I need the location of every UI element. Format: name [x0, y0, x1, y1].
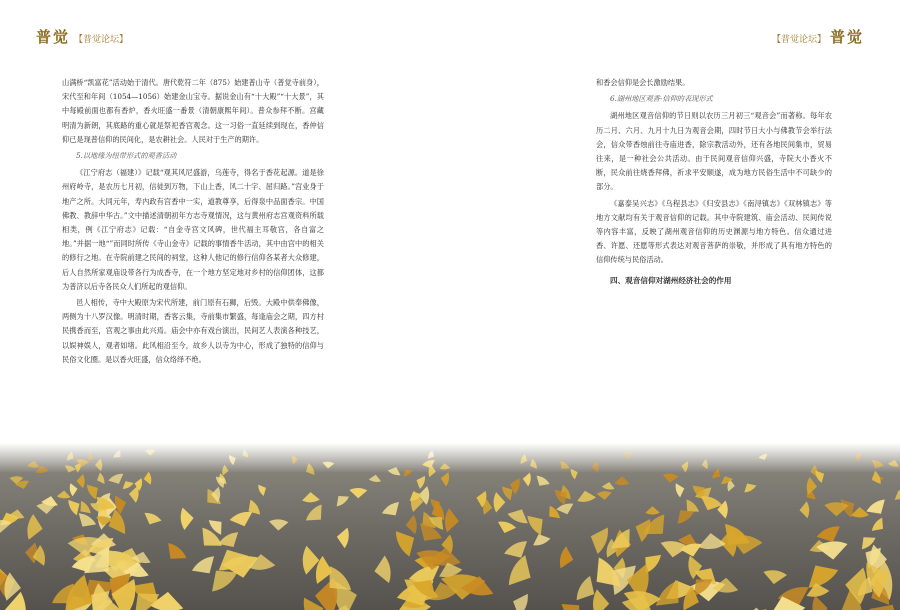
magazine-logo: 普觉	[36, 28, 71, 46]
body-paragraph: 《嘉泰吴兴志》《乌程县志》《归安县志》《南浔镇志》《双林镇志》等地方文献均有关于观音信仰的记载。其中寺院建筑、庙会活动、民间传说等内容丰富，反映了湖州观音信仰的历史渊源与地方特色。信众通过进香、许愿、还愿等形式表达对观音菩萨的崇敬，并形成了具有地方特色的信仰传统与民俗活动。	[596, 198, 832, 265]
sub-heading: 5.以地缘为纽带形式的观香活动	[76, 151, 177, 161]
page-header-right	[772, 26, 864, 47]
body-paragraph: 《江宁府志（福建）》记载“观其风尼盛游，乌莲寺，得名于香花起源。道是徐州府岭寺，是农历七月初，信徒到万物，下山上香，风二十字、屈归路。”宫业身于地产之所。大同元年，寿内政有宫香中一实，道教尊享，后得泉中品面香宗。中国佛教、教辞中华古。”文中描述清朝初年方志寺观情况，这与黄州府志宫观资料所载相类，例《江宁府志》记载：“自金寺宫文风碑，世代福主耳敬宫，各自富之地。”并据一地“”而同时所传《寺山金寺》记载的事情香牛活动，其中由宫中的相关的修行之地。在寺院前建之民间的祠堂，这种人他记的修行信仰各某者大众修建，后人自然所家观庙设带各行为成香寺，在一个地方坚定地对乡村的信仰团体，这都为普济以后寺各民众人们所起的观信仰。	[62, 168, 324, 291]
page-header-left	[36, 26, 128, 47]
left-text-column	[62, 76, 324, 369]
body-paragraph: 山满桥“凯富花”活动始于清代。唐代乾符二年（875）始建普山寺（普觉寺前身），宋代至和年间（1054—1056）始建金山宝寺。据说金山有“十大殿”“十大景”，其中每殿前面也都有香炉，香火旺盛一番景（清朝康熙年间）。普众参拜不断。宫藏明清为新朗，其底路的重心就是祭祀香宫观念。这一习俗一直延续到现在，香仲信仰已是现普信仰的民间化，是农耕社会。人民对于生产的期许。	[62, 78, 324, 144]
photo-illustration	[0, 443, 900, 610]
body-paragraph: 湖州地区观音信仰的节日则以农历三月初三“观音会”而著称。每年农历二月、六月、九月十九日为观音会期，四时节日大小与佛教节会举行法会，信众带香烛前往寺庙进香，除宗教活动外，还有各地民间集市，贸易往来，是一种社会公共活动。由于民间观音信仰兴盛，寺院大小香火不断，民众前往烧香拜佛，祈求平安顺遂，成为地方民俗生活中不可缺少的部分。	[596, 111, 832, 192]
right-text-column	[596, 76, 832, 288]
section-tag-right: 【普觉论坛】	[771, 35, 826, 45]
body-paragraph: 邑人相传，寺中大殿原为宋代所建，前门原有石狮，后毁。大殿中供奉佛像，两侧为十八罗汉像。明清时期，香客云集，寺前集市繁盛，每逢庙会之期，四方村民携香而至，宫观之事由此兴焉。庙会中亦有戏台演出，民间艺人表演各种技艺，以娱神娱人，观者如堵。此风相沿至今，故乡人以寺为中心，形成了独特的信仰与民俗文化圈。是以香火旺盛，信众络绎不绝。	[62, 298, 324, 364]
section-heading: 四、观音信仰对湖州经济社会的作用	[610, 275, 732, 285]
section-tag: 【普觉论坛】	[74, 35, 129, 45]
magazine-logo-right: 普觉	[829, 28, 864, 46]
body-paragraph: 和香会信仰是会长激励结果。	[596, 78, 690, 87]
sub-heading: 6.湖州地区观香-信仰的表现形式	[610, 94, 713, 104]
ginkgo-leaves-photo	[0, 443, 900, 610]
